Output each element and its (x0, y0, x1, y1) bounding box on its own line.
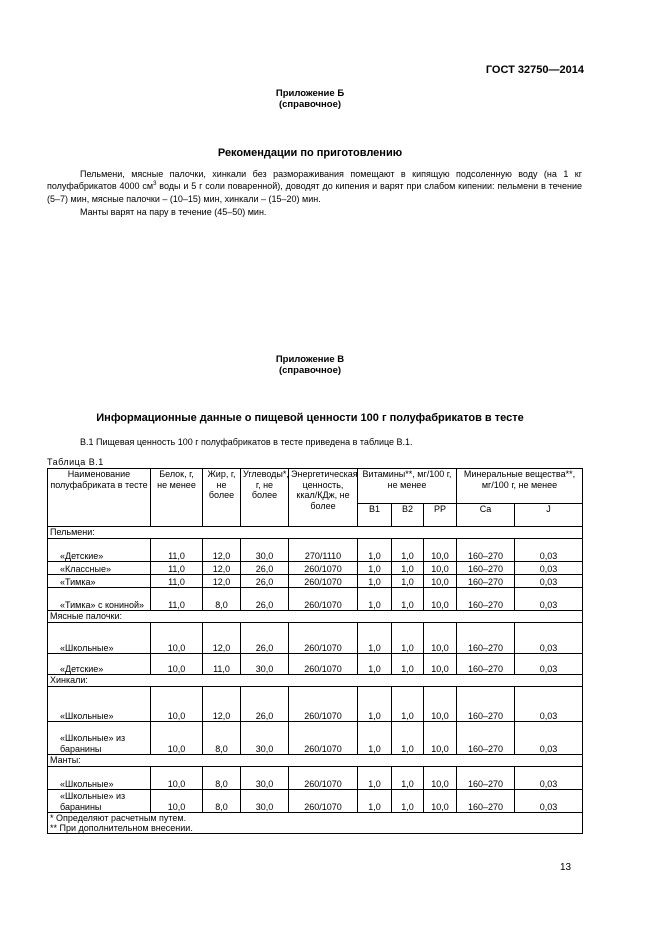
cell-fat: 12,0 (203, 687, 241, 722)
cell-pp: 10,0 (424, 623, 457, 654)
product-name: «Школьные» (48, 623, 151, 654)
header-fat: Жир, г, не более (203, 469, 241, 527)
cell-fat: 12,0 (203, 575, 241, 588)
cell-protein: 10,0 (151, 790, 203, 813)
cell-fat: 8,0 (203, 722, 241, 755)
group-label: Манты: (48, 755, 583, 767)
cell-protein: 11,0 (151, 562, 203, 575)
table-footnote: ** При дополнительном внесении. (48, 823, 583, 834)
product-name: «Детские» (48, 539, 151, 562)
cell-fat: 12,0 (203, 623, 241, 654)
table-caption: Таблица В.1 (47, 457, 104, 467)
cell-fat: 12,0 (203, 539, 241, 562)
cooking-text-sup: 3 (153, 181, 157, 188)
header-b1: В1 (358, 504, 392, 527)
cell-fat: 8,0 (203, 790, 241, 813)
cell-b1: 1,0 (358, 790, 392, 813)
cell-j: 0,03 (515, 588, 583, 611)
cell-ca: 160–270 (457, 588, 515, 611)
product-name: «Тимка» с кониной» (48, 588, 151, 611)
appendix-b-title-block (40, 88, 580, 110)
header-minerals: Минеральные вещества**, мг/100 г, не менее (457, 469, 583, 504)
cell-j: 0,03 (515, 575, 583, 588)
cell-fat: 12,0 (203, 562, 241, 575)
cell-b1: 1,0 (358, 539, 392, 562)
cell-energy: 260/1070 (289, 687, 358, 722)
cell-energy: 260/1070 (289, 790, 358, 813)
cell-j: 0,03 (515, 722, 583, 755)
cell-carbs: 26,0 (241, 588, 289, 611)
cell-carbs: 30,0 (241, 767, 289, 790)
cell-j: 0,03 (515, 562, 583, 575)
cell-carbs: 26,0 (241, 623, 289, 654)
cell-pp: 10,0 (424, 687, 457, 722)
table-row (48, 687, 583, 722)
cell-protein: 10,0 (151, 687, 203, 722)
product-name: «Школьные» из баранины (48, 790, 151, 813)
product-name: «Детские» (48, 654, 151, 675)
cell-ca: 160–270 (457, 687, 515, 722)
table-row (48, 623, 583, 654)
appendix-v-title-block (40, 354, 580, 376)
product-name: «Школьные» (48, 767, 151, 790)
appendix-b-title: Приложение Б (275, 88, 345, 99)
table-row (48, 654, 583, 675)
cell-pp: 10,0 (424, 654, 457, 675)
cell-b2: 1,0 (392, 575, 424, 588)
cell-energy: 260/1070 (289, 767, 358, 790)
cell-pp: 10,0 (424, 539, 457, 562)
cell-pp: 10,0 (424, 722, 457, 755)
table-row (48, 575, 583, 588)
appendix-v-title: Приложение В (275, 354, 345, 365)
appendix-b-heading: Рекомендации по приготовлению (217, 147, 403, 159)
table-footnote: * Определяют расчетным путем. (48, 813, 583, 824)
cell-ca: 160–270 (457, 539, 515, 562)
appendix-v-note: (справочное) (278, 365, 342, 376)
appendix-b-note: (справочное) (278, 99, 342, 110)
cell-j: 0,03 (515, 790, 583, 813)
table-body (48, 527, 583, 834)
cell-energy: 270/1110 (289, 539, 358, 562)
cell-carbs: 30,0 (241, 722, 289, 755)
cell-b1: 1,0 (358, 687, 392, 722)
cell-energy: 260/1070 (289, 588, 358, 611)
nutrition-table (47, 468, 583, 834)
cell-protein: 10,0 (151, 722, 203, 755)
appendix-v-heading: Информационные данные о пищевой ценности 100 г полуфабрикатов в тесте (96, 412, 524, 424)
cell-b2: 1,0 (392, 687, 424, 722)
cell-b1: 1,0 (358, 767, 392, 790)
cell-b1: 1,0 (358, 575, 392, 588)
cell-b1: 1,0 (358, 623, 392, 654)
cell-pp: 10,0 (424, 588, 457, 611)
header-b2: В2 (392, 504, 424, 527)
cooking-text-1: Пельмени, мясные палочки, хинкали без размораживания помещают в кипящую подсоленную воду (на 1 кг полуфабрикатов 4000 см (47, 169, 582, 192)
cell-pp: 10,0 (424, 562, 457, 575)
cell-carbs: 30,0 (241, 654, 289, 675)
cell-fat: 8,0 (203, 588, 241, 611)
product-name: «Тимка» (48, 575, 151, 588)
table-row (48, 767, 583, 790)
cell-fat: 8,0 (203, 767, 241, 790)
cell-b1: 1,0 (358, 562, 392, 575)
cell-b2: 1,0 (392, 790, 424, 813)
cell-b2: 1,0 (392, 588, 424, 611)
table-row (48, 539, 583, 562)
cell-pp: 10,0 (424, 767, 457, 790)
cell-energy: 260/1070 (289, 623, 358, 654)
cell-energy: 260/1070 (289, 654, 358, 675)
cell-pp: 10,0 (424, 575, 457, 588)
cell-ca: 160–270 (457, 767, 515, 790)
cell-j: 0,03 (515, 767, 583, 790)
table-row (48, 588, 583, 611)
cell-protein: 11,0 (151, 575, 203, 588)
group-label: Хинкали: (48, 675, 583, 687)
cell-j: 0,03 (515, 654, 583, 675)
table-intro: В.1 Пищевая ценность 100 г полуфабрикатов в тесте приведена в таблице В.1. (80, 437, 413, 447)
cell-ca: 160–270 (457, 654, 515, 675)
cell-pp: 10,0 (424, 790, 457, 813)
cell-ca: 160–270 (457, 562, 515, 575)
cell-b2: 1,0 (392, 722, 424, 755)
cell-protein: 10,0 (151, 654, 203, 675)
cell-ca: 160–270 (457, 623, 515, 654)
cell-b2: 1,0 (392, 623, 424, 654)
header-protein: Белок, г, не менее (151, 469, 203, 527)
cell-j: 0,03 (515, 539, 583, 562)
cooking-paragraph (47, 168, 582, 205)
cell-b2: 1,0 (392, 539, 424, 562)
cell-carbs: 30,0 (241, 539, 289, 562)
header-ca: Са (457, 504, 515, 527)
cell-ca: 160–270 (457, 722, 515, 755)
table-row (48, 722, 583, 755)
header-j: J (515, 504, 583, 527)
product-name: «Школьные» из баранины (48, 722, 151, 755)
header-energy: Энергетическая ценность, ккал/КДж, не более (289, 469, 358, 527)
cell-b1: 1,0 (358, 654, 392, 675)
cell-protein: 11,0 (151, 588, 203, 611)
cell-carbs: 26,0 (241, 575, 289, 588)
cell-protein: 10,0 (151, 623, 203, 654)
cell-b1: 1,0 (358, 588, 392, 611)
cell-ca: 160–270 (457, 575, 515, 588)
document-code: ГОСТ 32750—2014 (485, 64, 584, 76)
cell-carbs: 26,0 (241, 687, 289, 722)
group-label: Пельмени: (48, 527, 583, 539)
product-name: «Классные» (48, 562, 151, 575)
table-row (48, 790, 583, 813)
cooking-text-2: воды и 5 г соли поваренной), доводят до кипения и варят при слабом кипении: пельмени в течение (5–7) мин, мясные палочки – (10–15) мин, хинкали – (15–20) мин. (47, 181, 583, 204)
cell-j: 0,03 (515, 687, 583, 722)
cell-energy: 260/1070 (289, 575, 358, 588)
cell-fat: 11,0 (203, 654, 241, 675)
header-vitamins: Витамины**, мг/100 г, не менее (358, 469, 457, 504)
cell-carbs: 30,0 (241, 790, 289, 813)
cell-energy: 260/1070 (289, 722, 358, 755)
cell-energy: 260/1070 (289, 562, 358, 575)
page-number: 13 (560, 862, 572, 873)
table-row (48, 562, 583, 575)
cell-carbs: 26,0 (241, 562, 289, 575)
cell-protein: 11,0 (151, 539, 203, 562)
cell-j: 0,03 (515, 623, 583, 654)
cell-b2: 1,0 (392, 767, 424, 790)
product-name: «Школьные» (48, 687, 151, 722)
header-carbs: Углеводы*, г, не более (241, 469, 289, 527)
cell-ca: 160–270 (457, 790, 515, 813)
group-label: Мясные палочки: (48, 611, 583, 623)
cell-b1: 1,0 (358, 722, 392, 755)
header-pp: РР (424, 504, 457, 527)
header-name: Наименование полуфабриката в тесте (48, 469, 151, 527)
cell-b2: 1,0 (392, 562, 424, 575)
cell-b2: 1,0 (392, 654, 424, 675)
manty-paragraph: Манты варят на пару в течение (45–50) мин. (80, 207, 267, 217)
cell-protein: 10,0 (151, 767, 203, 790)
